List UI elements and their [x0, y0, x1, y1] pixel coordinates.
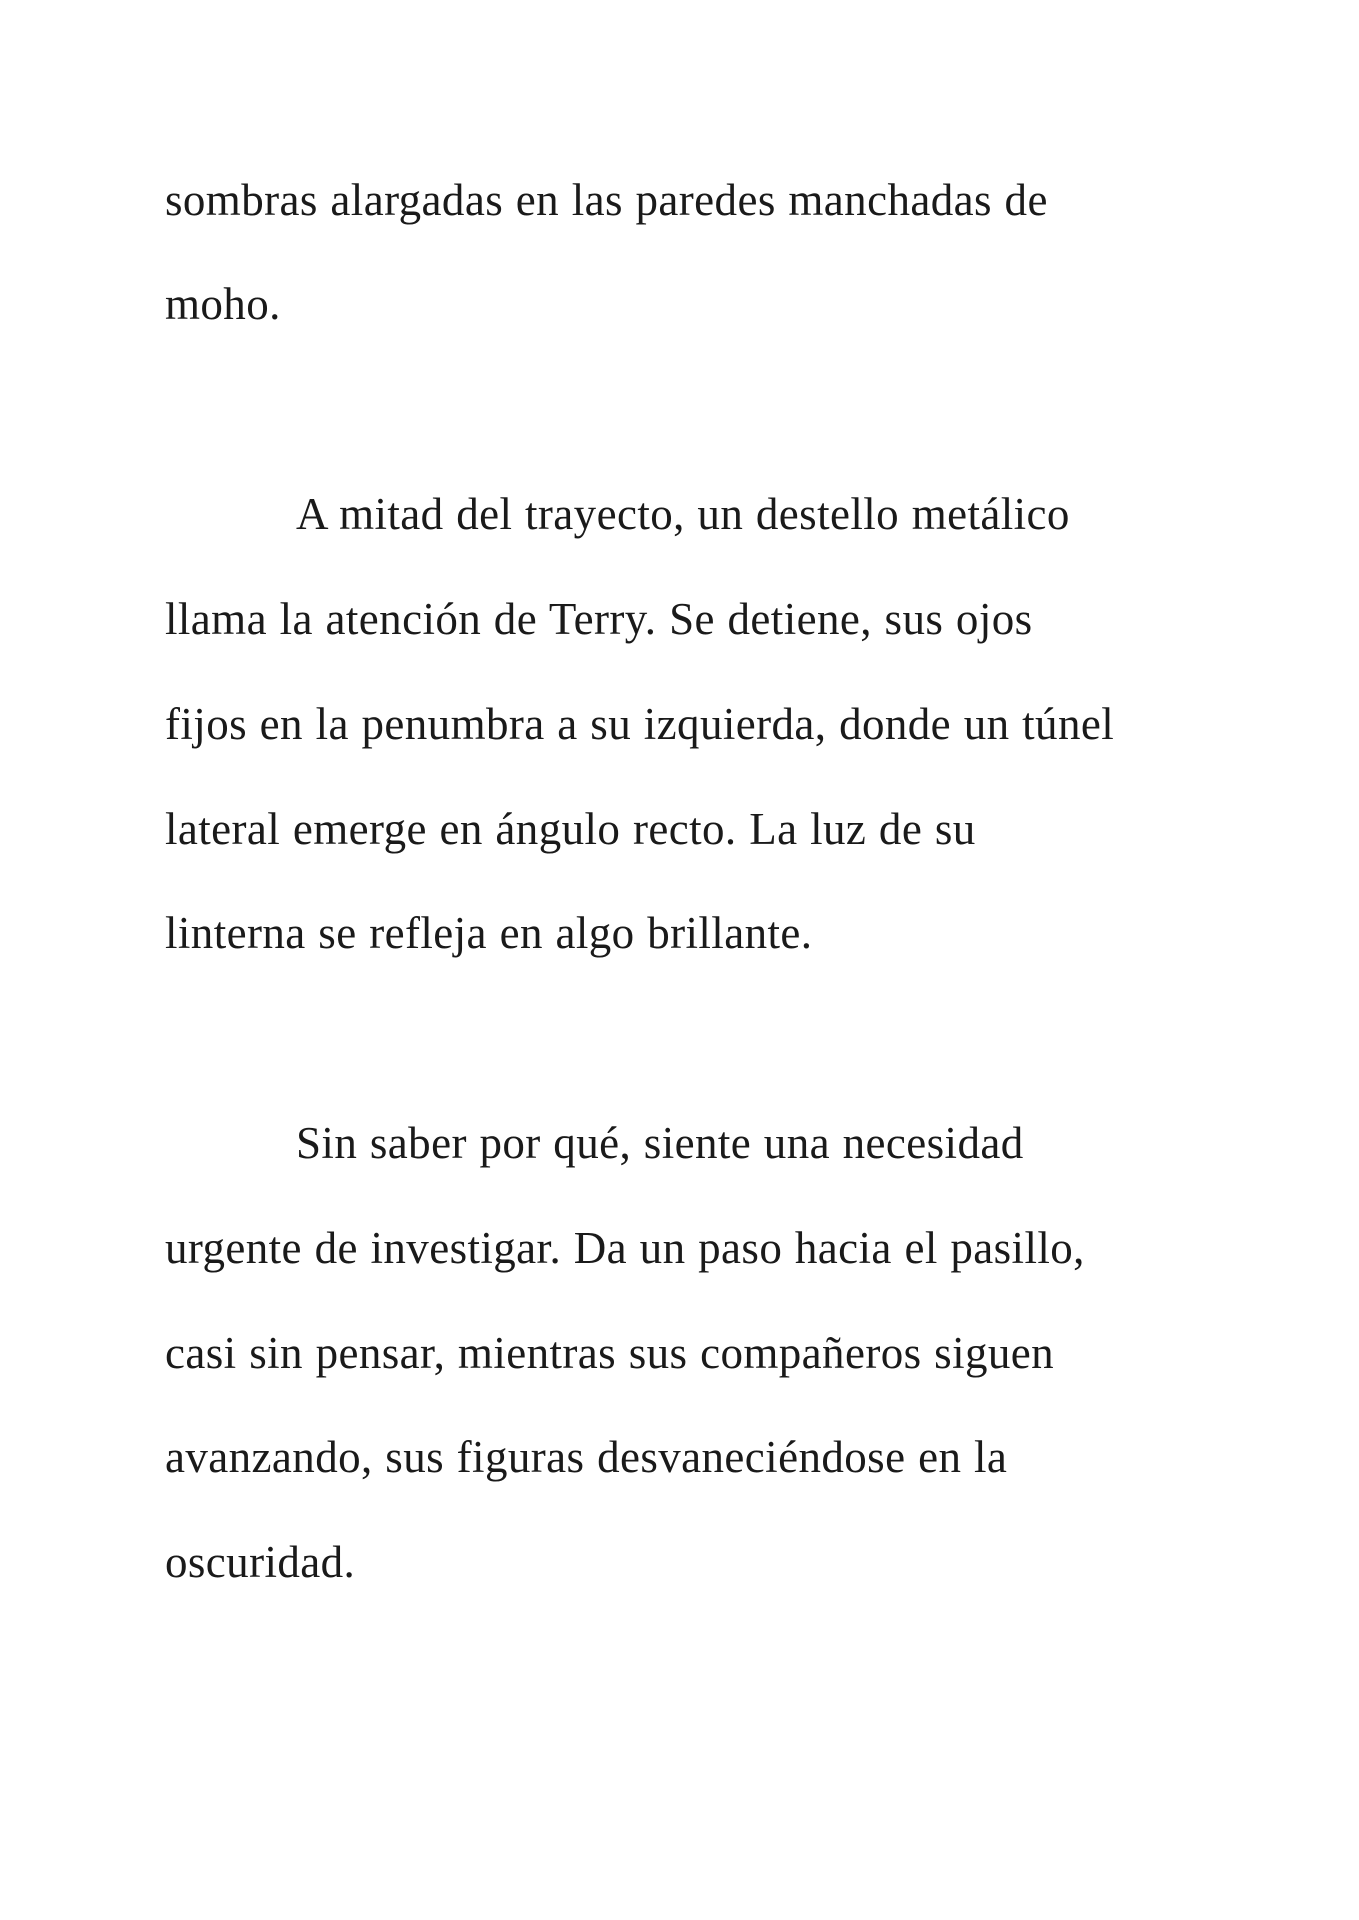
text-line: oscuridad. — [165, 1537, 356, 1587]
text-line: casi sin pensar, mientras sus compañeros siguen — [165, 1328, 1055, 1378]
text-line: A mitad del trayecto, un destello metálico — [296, 489, 1070, 539]
text-line: urgente de investigar. Da un paso hacia el pasillo, — [165, 1223, 1085, 1273]
text-line: linterna se refleja en algo brillante. — [165, 908, 813, 958]
text-line: lateral emerge en ángulo recto. La luz de su — [165, 804, 976, 854]
text-line: sombras alargadas en las paredes manchadas de — [165, 175, 1048, 225]
text-line: Sin saber por qué, siente una necesidad — [296, 1118, 1024, 1168]
text-line: avanzando, sus figuras desvaneciéndose en la — [165, 1432, 1008, 1482]
text-line: moho. — [165, 279, 281, 329]
text-line: llama la atención de Terry. Se detiene, sus ojos — [165, 594, 1033, 644]
text-line: fijos en la penumbra a su izquierda, donde un túnel — [165, 699, 1115, 749]
